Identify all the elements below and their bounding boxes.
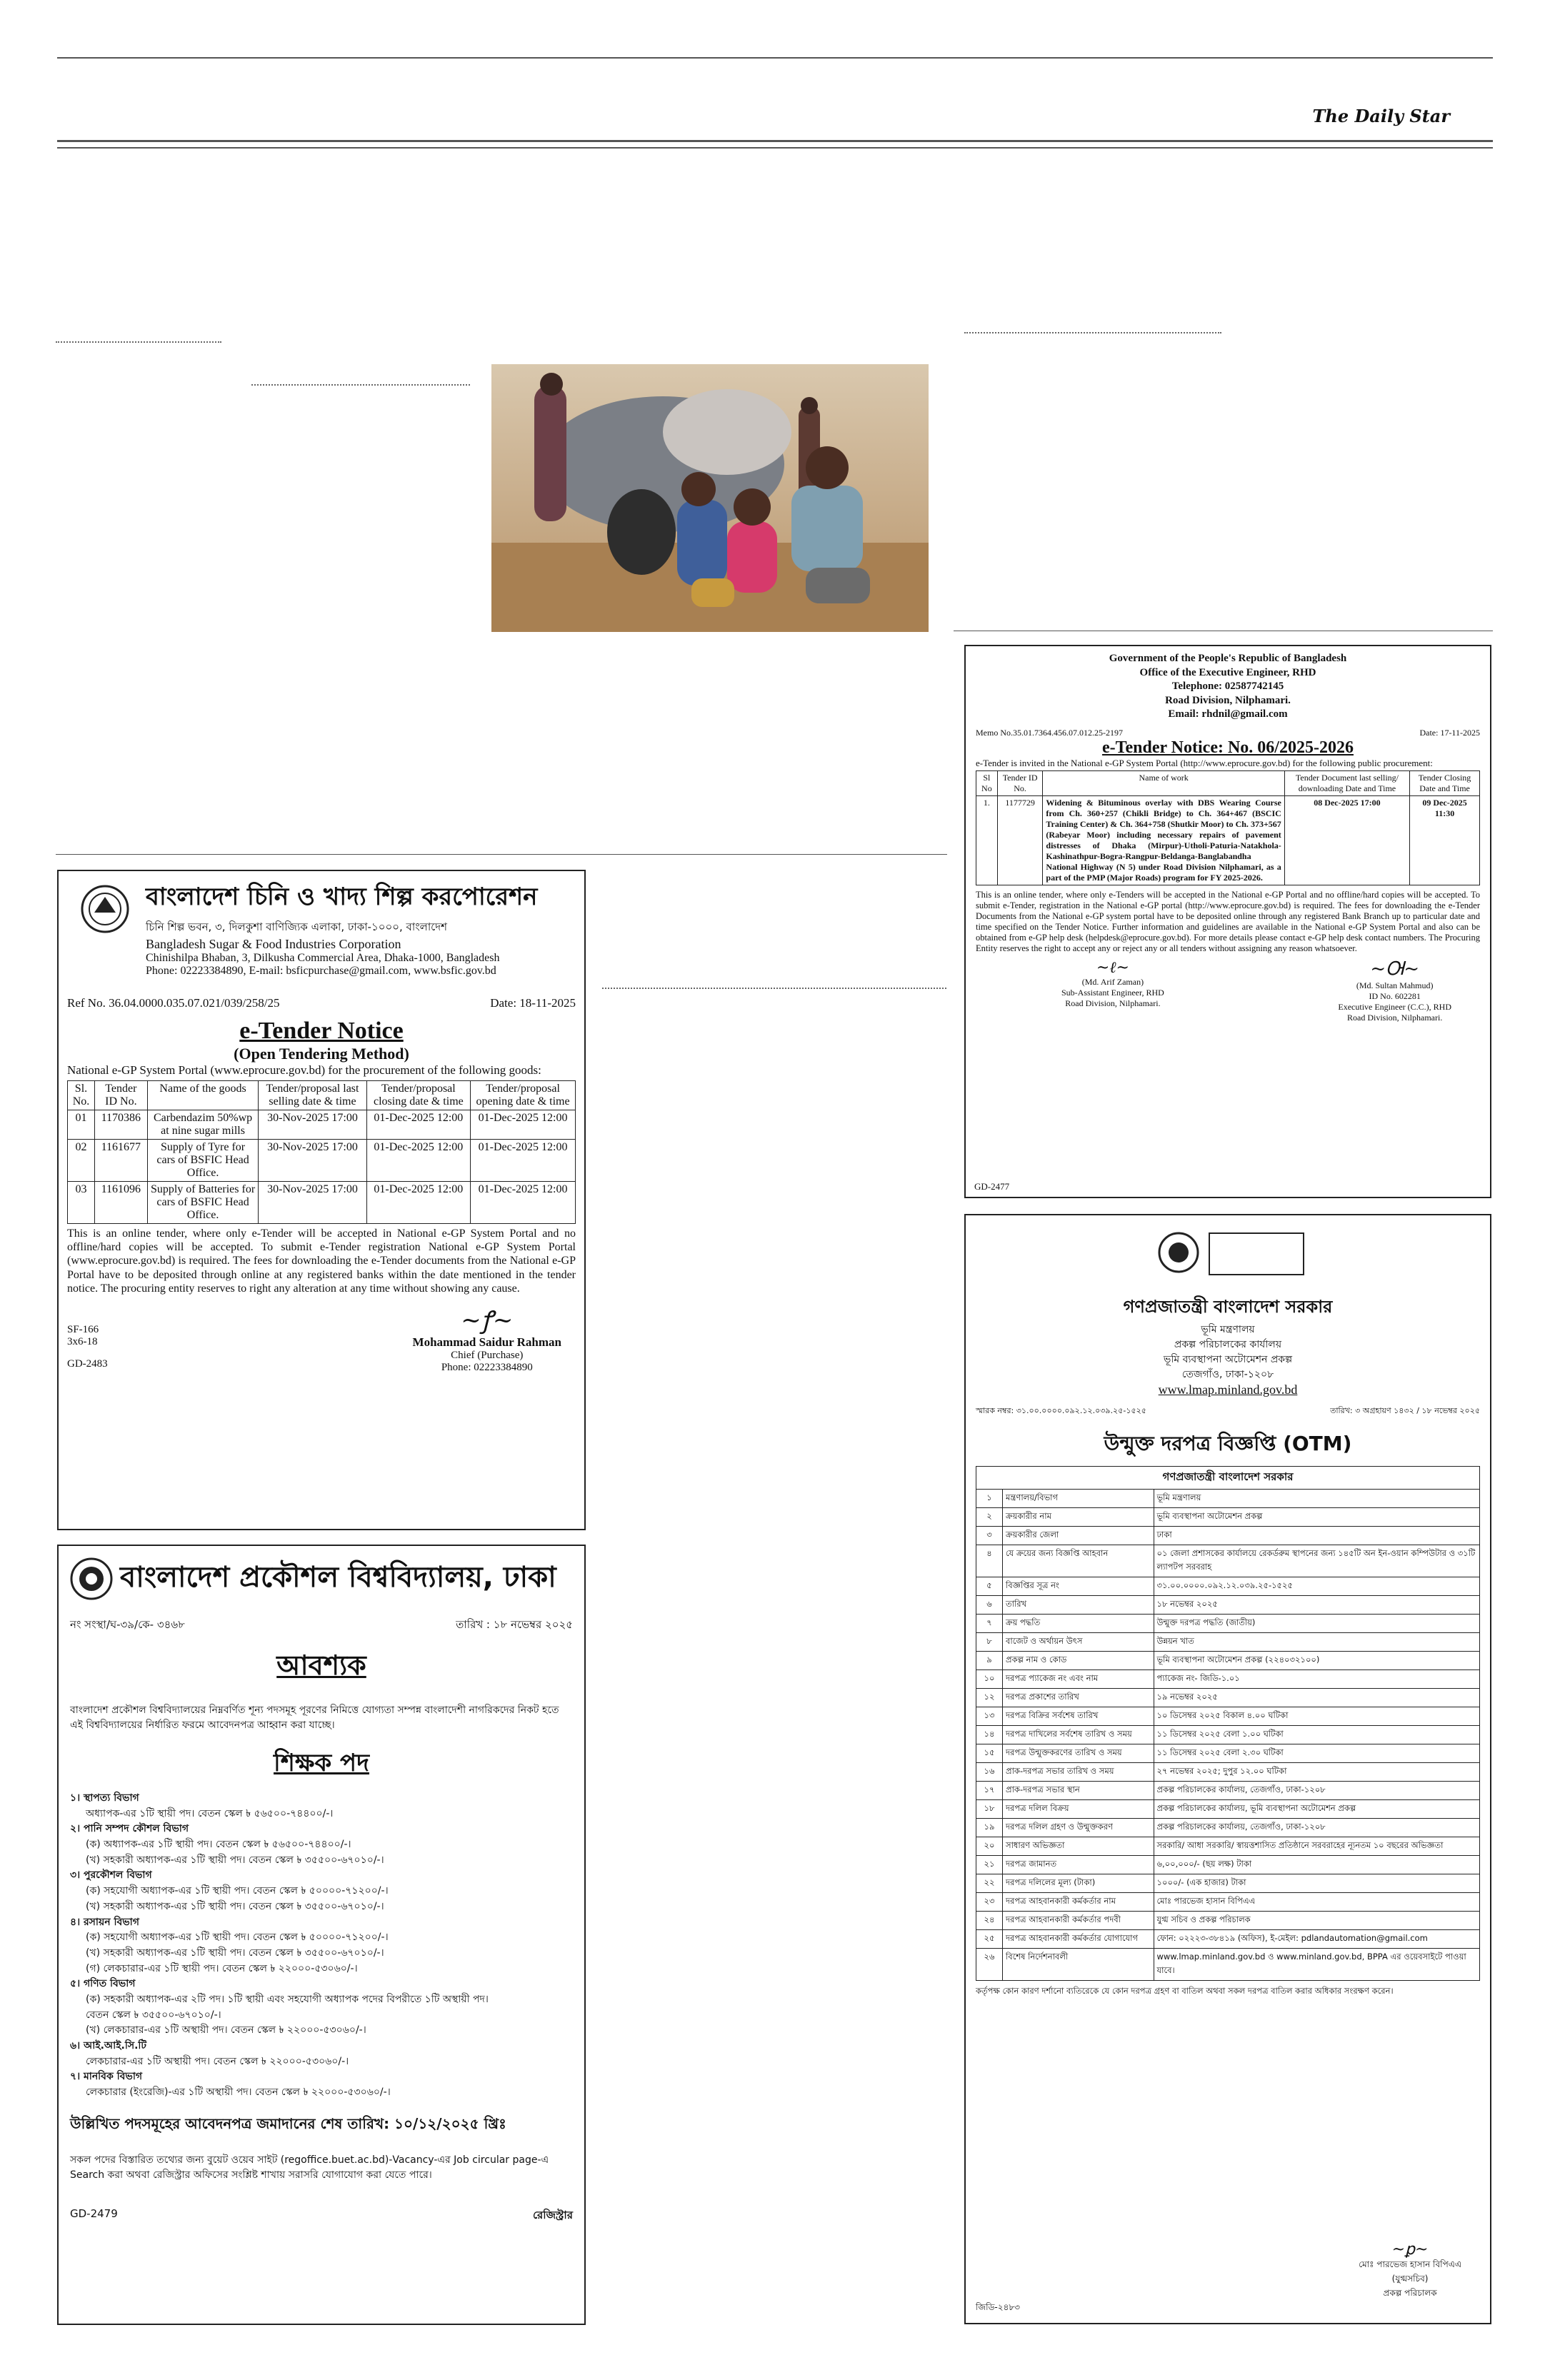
- vacancy-line: (ক) সহযোগী অধ্যাপক-এর ১টি স্থায়ী পদ। বেতন স্কেল ৳ ৫০০০০-৭১২০০/-।: [86, 1885, 389, 1897]
- teacher-post-heading: শিক্ষক পদ: [274, 1749, 369, 1777]
- table-row: [976, 1670, 1480, 1689]
- table-row: [976, 1800, 1480, 1819]
- table-row: [976, 1949, 1480, 1981]
- ad-rhd-etender: [964, 645, 1491, 1198]
- table-header: Name of work: [1043, 770, 1284, 795]
- signer-name: মোঃ পারভেজ হাসান বিপিএএ: [1359, 2259, 1461, 2269]
- signature-mark: ~ꝭ~: [461, 1305, 514, 1335]
- table-cell: 03: [68, 1182, 95, 1224]
- table-row: [976, 1726, 1480, 1744]
- table-cell: দরপত্র দলিল গ্রহণ ও উন্মুক্তকরণ: [1003, 1819, 1154, 1837]
- table-cell: ৩: [976, 1527, 1003, 1545]
- table-row: [976, 1633, 1480, 1652]
- table-cell: ৫: [976, 1577, 1003, 1596]
- signer-phone: Phone: 02223384890: [441, 1361, 533, 1373]
- vacancy-line: (গ) লেকচারার-এর ১টি স্থায়ী পদ। বেতন স্কেল ৳ ২২০০০-৫৩০৬০/-।: [86, 1962, 358, 1974]
- table-cell: সাধারণ অভিজ্ঞতা: [1003, 1837, 1154, 1856]
- table-cell: 1177729: [997, 795, 1043, 885]
- table-cell: ০১ জেলা প্রশাসকের কার্যালয়ে রেকর্ডরুম স্থাপনের জন্য ১৪৫টি অন ইন-ওয়ান কম্পিউটার ও ৩১টি ল্যাপটপ সরবরাহ: [1154, 1545, 1480, 1577]
- table-row: [68, 1140, 576, 1182]
- office-lines: [976, 1322, 1480, 1382]
- org-contact: Phone: 02223384890, E-mail: bsficpurchase@gmail.com, www.bsfic.gov.bd: [146, 965, 496, 977]
- table-row: [976, 1819, 1480, 1837]
- table-row: [976, 1527, 1480, 1545]
- signature-mark: ~Ꮊ~: [1370, 958, 1420, 980]
- news-photo-children: [491, 364, 929, 632]
- notice-date: Date: 18-11-2025: [490, 996, 576, 1010]
- table-cell: 08 Dec-2025 17:00: [1284, 795, 1409, 885]
- header-line: Office of the Executive Engineer, RHD: [1139, 666, 1316, 678]
- office-line: ভূমি মন্ত্রণালয়: [1201, 1324, 1255, 1335]
- separator: [251, 384, 470, 386]
- table-header: Name of the goods: [147, 1081, 259, 1110]
- ad-size: 3x6-18: [67, 1335, 98, 1347]
- separator: [56, 341, 221, 343]
- signer-name: রেজিস্ট্রার: [532, 2208, 573, 2221]
- ad-buet-vacancy: [57, 1545, 586, 2325]
- signer-title: Executive Engineer (C.C.), RHD: [1338, 1001, 1451, 1012]
- table-row: [976, 1874, 1480, 1893]
- table-cell: 01-Dec-2025 12:00: [471, 1182, 576, 1224]
- department-title: ৭। মানবিক বিভাগ: [70, 2071, 143, 2083]
- table-cell: দরপত্র আহবানকারী কর্মকর্তার পদবী: [1003, 1912, 1154, 1930]
- notice-date: তারিখ : ১৮ নভেম্বর ২০২৫: [456, 1618, 573, 1631]
- buet-title: বাংলাদেশ প্রকৌশল বিশ্ববিদ্যালয়, ঢাকা: [120, 1561, 556, 1594]
- table-cell: ২২: [976, 1874, 1003, 1893]
- vacancy-line: (খ) সহকারী অধ্যাপক-এর ১টি স্থায়ী পদ। বেতন স্কেল ৳ ৩৫৫০০-৬৭০১০/-।: [86, 1947, 384, 1959]
- office-line: তেজগাঁও, ঢাকা-১২০৮: [1181, 1369, 1274, 1380]
- table-cell: প্রকল্প পরিচালকের কার্যালয়, তেজগাঁও, ঢাকা-১২০৮: [1154, 1782, 1480, 1800]
- table-cell: ১: [976, 1490, 1003, 1508]
- table-header: Tender Document last selling/ downloading Date and Time: [1284, 770, 1409, 795]
- notice-intro: বাংলাদেশ প্রকৌশল বিশ্ববিদ্যালয়ের নিম্নবর্ণিত শূন্য পদসমূহ পূরণের নিমিত্তে যোগ্যতা সম্পন্ন বাংলাদেশী নাগরিকদের নিকট হতে এই বিশ্ববিদ্যালয়ের নির্ধারিত ফরমে আবেদনপত্র আহ্বান করা যাচ্ছে।: [70, 1704, 559, 1731]
- table-cell: Supply of Tyre for cars of BSFIC Head Office.: [147, 1140, 259, 1182]
- table-cell: যে ক্রয়ের জন্য বিজ্ঞপ্তি আহবান: [1003, 1545, 1154, 1577]
- table-cell: ১৯ নভেম্বর ২০২৫: [1154, 1689, 1480, 1707]
- table-row: [976, 1490, 1480, 1508]
- table-cell: ১৩: [976, 1707, 1003, 1726]
- table-cell: ২৬: [976, 1949, 1003, 1981]
- table-cell: Widening & Bituminous overlay with DBS Wearing Course from Ch. 360+257 (Chikli Bridge) to Ch. 364+467 (BSCIC Training Center) & Ch. 364+758 (Shutkir Moor) to Ch. 373+567 (Rabeyar Moor) including necessary repairs of pavement distresses of Dhaka (Mirpur)-Utholi-Paturia-Natakhola-Kashinathpur-Bogra-Rangpur-Beldanga-Banglabandha National Highway (N 5) under Road Division Nilphamari, as a part of the PMP (Major Roads) program for FY 2025-2026.: [1043, 795, 1284, 885]
- table-row: [976, 1508, 1480, 1527]
- gd-number: GD-2479: [70, 2206, 118, 2220]
- table-cell: ৬,০০,০০০/- (ছয় লক্ষ) টাকা: [1154, 1856, 1480, 1874]
- table-row: [976, 1837, 1480, 1856]
- department-title: ১। স্থাপত্য বিভাগ: [70, 1792, 139, 1804]
- header-line: Telephone: 02587742145: [1171, 681, 1284, 692]
- table-cell: বিশেষ নির্দেশনাবলী: [1003, 1949, 1154, 1981]
- vacancy-list: [70, 1791, 573, 2101]
- department-title: ৫। গণিত বিভাগ: [70, 1978, 136, 1990]
- table-cell: 01-Dec-2025 12:00: [366, 1182, 471, 1224]
- table-cell: ভূমি ব্যবস্থাপনা অটোমেশন প্রকল্প (২২৪০৩২১০০): [1154, 1652, 1480, 1670]
- table-cell: 30-Nov-2025 17:00: [259, 1140, 366, 1182]
- vacancy-line: (খ) সহকারী অধ্যাপক-এর ১টি স্থায়ী পদ। বেতন স্কেল ৳ ৩৫৫০০-৬৭০১০/-।: [86, 1854, 384, 1866]
- table-cell: 30-Nov-2025 17:00: [259, 1110, 366, 1140]
- table-cell: ১৫: [976, 1744, 1003, 1763]
- table-header: Sl No: [976, 770, 998, 795]
- govt-logo: [1157, 1231, 1200, 1274]
- table-cell: Supply of Batteries for cars of BSFIC Head Office.: [147, 1182, 259, 1224]
- table-cell: 01-Dec-2025 12:00: [366, 1140, 471, 1182]
- table-row: [976, 1763, 1480, 1782]
- notice-heading: e-Tender Notice: No. 06/2025-2026: [1102, 738, 1354, 757]
- table-cell: 01-Dec-2025 12:00: [471, 1110, 576, 1140]
- vacancy-line: (খ) সহকারী অধ্যাপক-এর ১টি স্থায়ী পদ। বেতন স্কেল ৳ ৩৫৫০০-৬৭০১০/-।: [86, 1900, 384, 1912]
- gd-number: GD-2477: [974, 1181, 1010, 1192]
- table-cell: ঢাকা: [1154, 1527, 1480, 1545]
- department-title: ৩। পুরকৌশল বিভাগ: [70, 1869, 152, 1882]
- table-cell: Carbendazim 50%wp at nine sugar mills: [147, 1110, 259, 1140]
- table-cell: ১২: [976, 1689, 1003, 1707]
- website: www.lmap.minland.gov.bd: [1158, 1382, 1298, 1397]
- org-title-en: Bangladesh Sugar & Food Industries Corporation: [146, 937, 401, 951]
- memo-number: স্মারক নম্বর: ৩১.০০.০০০০.০৯২.১২.০৩৯.২৫-১৫২৫: [976, 1406, 1146, 1415]
- table-row: [68, 1110, 576, 1140]
- table-cell: ৪: [976, 1545, 1003, 1577]
- separator: [602, 988, 946, 989]
- table-cell: দরপত্র দলিলের মূল্য (টাকা): [1003, 1874, 1154, 1893]
- notice-heading: e-Tender Notice: [239, 1018, 404, 1044]
- table-row: [68, 1182, 576, 1224]
- table-row: [976, 1689, 1480, 1707]
- table-cell: ৩১.০০.০০০০.০৯২.১২.০৩৯.২৫-১৫২৫: [1154, 1577, 1480, 1596]
- table-cell: ২: [976, 1508, 1003, 1527]
- table-cell: দরপত্র প্রকাশের তারিখ: [1003, 1689, 1154, 1707]
- table-cell: দরপত্র আহবানকারী কর্মকর্তার যোগাযোগ: [1003, 1930, 1154, 1949]
- vacancy-line: লেকচারার (ইংরেজি)-এর ১টি অস্থায়ী পদ। বেতন স্কেল ৳ ২২০০০-৫৩০৬০/-।: [86, 2087, 391, 2099]
- table-cell: ১০০০/- (এক হাজার) টাকা: [1154, 1874, 1480, 1893]
- table-cell: ক্রয় পদ্ধতি: [1003, 1615, 1154, 1633]
- signer-name: (Md. Arif Zaman): [1081, 976, 1144, 987]
- signer-name: (Md. Sultan Mahmud): [1356, 980, 1434, 990]
- lmap-logo: [1209, 1232, 1304, 1275]
- notice-note: কর্তৃপক্ষ কোন কারণ দর্শানো ব্যতিরেকে যে কোন দরপত্র গ্রহণ বা বাতিল অথবা সকল দরপত্র বাতিল করার অধিকার সংরক্ষণ করেন।: [976, 1986, 1394, 1996]
- notice-subheading: (Open Tendering Method): [234, 1045, 409, 1063]
- ad-bsfic-etender: [57, 870, 586, 1530]
- table-cell: ২৫: [976, 1930, 1003, 1949]
- table-row: [976, 1893, 1480, 1912]
- table-cell: ২৩: [976, 1893, 1003, 1912]
- table-cell: দরপত্র বিক্রির সর্বশেষ তারিখ: [1003, 1707, 1154, 1726]
- department-title: ২। পানি সম্পদ কৌশল বিভাগ: [70, 1823, 189, 1835]
- table-cell: 1161677: [94, 1140, 147, 1182]
- table-cell: 1.: [976, 795, 998, 885]
- signature-mark: ~ℓ~: [1096, 958, 1129, 977]
- table-cell: ১৭: [976, 1782, 1003, 1800]
- top-rule: [57, 57, 1493, 59]
- table-row: [976, 1782, 1480, 1800]
- notice-footer: সকল পদের বিস্তারিত তথ্যের জন্য বুয়েট ওয়েব সাইট (regoffice.buet.ac.bd)-Vacancy-এর Job circular page-এ Search করা অথবা রেজিস্ট্রার অফিসের সংশ্লিষ্ট শাখায় সরাসরি যোগাযোগ করা যেতে পারে।: [70, 2154, 549, 2181]
- signer-id: ID No. 602281: [1369, 990, 1421, 1001]
- table-cell: দরপত্র দাখিলের সর্বশেষ তারিখ ও সময়: [1003, 1726, 1154, 1744]
- signer-title: Chief (Purchase): [451, 1349, 524, 1361]
- tender-table: [976, 770, 1480, 885]
- header-rule-1: [57, 140, 1493, 142]
- table-title: গণপ্রজাতন্ত্রী বাংলাদেশ সরকার: [976, 1467, 1480, 1490]
- table-cell: 01-Dec-2025 12:00: [366, 1110, 471, 1140]
- tender-table: [67, 1080, 576, 1224]
- signer-role: প্রকল্প পরিচালক: [1383, 2288, 1437, 2298]
- signer-title: (যুগ্মসচিব): [1391, 2274, 1429, 2284]
- header-line: Road Division, Nilphamari.: [1165, 694, 1291, 706]
- signature-mark: ~ꝑ~: [1391, 2241, 1429, 2259]
- table-cell: ভূমি মন্ত্রণালয়: [1154, 1490, 1480, 1508]
- ref-number: Ref No. 36.04.0000.035.07.021/039/258/25: [67, 996, 280, 1010]
- vacancy-line: (ক) অধ্যাপক-এর ১টি স্থায়ী পদ। বেতন স্কেল ৳ ৫৬৫০০-৭৪৪০০/-।: [86, 1839, 351, 1851]
- table-row: [976, 1856, 1480, 1874]
- table-cell: দরপত্র উন্মুক্তকরণের তারিখ ও সময়: [1003, 1744, 1154, 1763]
- table-cell: বাজেট ও অর্থায়ন উৎস: [1003, 1633, 1154, 1652]
- table-cell: দরপত্র দলিল বিক্রয়: [1003, 1800, 1154, 1819]
- table-cell: প্রাক-দরপত্র সভার তারিখ ও সময়: [1003, 1763, 1154, 1782]
- vacancy-line: অধ্যাপক-এর ১টি স্থায়ী পদ। বেতন স্কেল ৳ ৫৬৫০০-৭৪৪০০/-।: [86, 1807, 334, 1819]
- table-cell: উন্মুক্ত দরপত্র পদ্ধতি (জাতীয়): [1154, 1615, 1480, 1633]
- vacancy-line: (খ) লেকচারার-এর ১টি অস্থায়ী পদ। বেতন স্কেল ৳ ২২০০০-৫৩০৬০/-।: [86, 2024, 366, 2037]
- table-cell: প্রকল্প নাম ও কোড: [1003, 1652, 1154, 1670]
- table-cell: 1161096: [94, 1182, 147, 1224]
- table-header: Sl. No.: [68, 1081, 95, 1110]
- table-cell: www.lmap.minland.gov.bd ও www.minland.gov.bd, BPPA এর ওয়েবসাইটে পাওয়া যাবে।: [1154, 1949, 1480, 1981]
- table-cell: ৭: [976, 1615, 1003, 1633]
- notice-heading: আবশ্যক: [276, 1650, 366, 1681]
- table-row: [976, 1930, 1480, 1949]
- table-cell: ১৮: [976, 1800, 1003, 1819]
- table-cell: ১০: [976, 1670, 1003, 1689]
- table-header: Tender Closing Date and Time: [1410, 770, 1480, 795]
- table-cell: দরপত্র আহবানকারী কর্মকর্তার নাম: [1003, 1893, 1154, 1912]
- table-header: Tender/proposal last selling date & time: [259, 1081, 366, 1110]
- ad-land-ministry-otm: [964, 1214, 1491, 2324]
- table-cell: 1170386: [94, 1110, 147, 1140]
- table-row: [976, 1596, 1480, 1615]
- memo-number: নং সংস্থা/ঘ-৩৯/কে- ৩৪৬৮: [70, 1618, 185, 1631]
- org-title-bn: বাংলাদেশ চিনি ও খাদ্য শিল্প করপোরেশন: [146, 883, 538, 911]
- table-row: [976, 1545, 1480, 1577]
- table-cell: ১১ ডিসেম্বর ২০২৫ বেলা ১.০০ ঘটিকা: [1154, 1726, 1480, 1744]
- notice-date: Date: 17-11-2025: [1419, 727, 1480, 738]
- table-cell: দরপত্র জামানত: [1003, 1856, 1154, 1874]
- notice-heading: উন্মুক্ত দরপত্র বিজ্ঞপ্তি (OTM): [1104, 1432, 1352, 1455]
- table-cell: যুগ্ম সচিব ও প্রকল্প পরিচালক: [1154, 1912, 1480, 1930]
- table-cell: ৯: [976, 1652, 1003, 1670]
- vacancy-line: লেকচারার-এর ১টি অস্থায়ী পদ। বেতন স্কেল ৳ ২২০০০-৫৩০৬০/-।: [86, 2055, 349, 2067]
- notice-body: This is an online tender, where only e-Tender will be accepted in National e-GP System Portal and no offline/hard copies will be accepted. To submit e-Tender registration National e-GP System Portal (www.eprocure.gov.bd) is required. The fees for downloading the e-Tender documents from the National e-GP Portal have to be deposited through online at any registered banks within the date mentioned in the tender notice. The procuring entity reserves to right any alteration at any time without showing any cause.: [67, 1227, 576, 1295]
- org-address-bn: চিনি শিল্প ভবন, ৩, দিলকুশা বাণিজ্যিক এলাকা, ঢাকা-১০০০, বাংলাদেশ: [146, 920, 447, 933]
- table-cell: ২০: [976, 1837, 1003, 1856]
- table-cell: মন্ত্রণালয়/বিভাগ: [1003, 1490, 1154, 1508]
- table-row: [976, 1615, 1480, 1633]
- table-row: [976, 1744, 1480, 1763]
- gd-number: GD-2483: [67, 1357, 108, 1370]
- table-cell: ১৮ নভেম্বর ২০২৫: [1154, 1596, 1480, 1615]
- column-rule: [56, 854, 947, 855]
- office-header: [976, 652, 1480, 722]
- vacancy-line: (ক) সহযোগী অধ্যাপক-এর ১টি স্থায়ী পদ। বেতন স্কেল ৳ ৫০০০০-৭১২০০/-।: [86, 1932, 389, 1944]
- table-cell: 30-Nov-2025 17:00: [259, 1182, 366, 1224]
- table-cell: ১৪: [976, 1726, 1003, 1744]
- bsfic-logo: [80, 884, 130, 934]
- table-header: Tender/proposal opening date & time: [471, 1081, 576, 1110]
- table-cell: বিজ্ঞপ্তির সূত্র নং: [1003, 1577, 1154, 1596]
- signer-title: Sub-Assistant Engineer, RHD: [1061, 987, 1164, 998]
- table-header: Tender ID No.: [94, 1081, 147, 1110]
- buet-logo: [70, 1557, 113, 1600]
- table-cell: ১৯: [976, 1819, 1003, 1837]
- notice-body: This is an online tender, where only e-Tenders will be accepted in the National e-GP Portal and no offline/hard copies will be accepted. To submit e-Tender, registration in the National e-GP portal (http://www.eprocure.gov.bd) is required. The fees for downloading the e-Tender Documents from the National e-GP system portal have to be deposited online through any registered Bank Branch up to particular date and time specified on the Tender Notice. Further information and guidelines are available in the National e-GP System Portal and also can be obtained from e-GP help desk (helpdesk@eprocure.gov.bd). For more details please contact e-GP help desk contact numbers. The Procuring Entity reserves the right to accept any or reject any or all tenders without assigning any reason whatsoever.: [976, 889, 1480, 953]
- office-line: ভূমি ব্যবস্থাপনা অটোমেশন প্রকল্প: [1163, 1354, 1293, 1365]
- deadline-text: উল্লিখিত পদসমূহের আবেদনপত্র জমাদানের শেষ তারিখ: ১০/১২/২০২৫ খ্রিঃ: [70, 2114, 506, 2132]
- table-cell: সরকারি/ আধা সরকারি/ স্বায়ত্তশাসিত প্রতিষ্ঠানে সরবরাহের ন্যূনতম ১০ বছরের অভিজ্ঞতা: [1154, 1837, 1480, 1856]
- table-cell: প্রকল্প পরিচালকের কার্যালয়, তেজগাঁও, ঢাকা-১২০৮: [1154, 1819, 1480, 1837]
- table-cell: ২১: [976, 1856, 1003, 1874]
- table-cell: ১১ ডিসেম্বর ২০২৫ বেলা ২.৩০ ঘটিকা: [1154, 1744, 1480, 1763]
- office-line: প্রকল্প পরিচালকের কার্যালয়: [1174, 1339, 1282, 1350]
- table-cell: দরপত্র প্যাকেজ নং এবং নাম: [1003, 1670, 1154, 1689]
- org-address-en: Chinishilpa Bhaban, 3, Dilkusha Commercial Area, Dhaka-1000, Bangladesh: [146, 952, 500, 964]
- vacancy-line: (ক) সহকারী অধ্যাপক-এর ২টি পদ। ১টি স্থায়ী এবং সহযোগী অধ্যাপক পদের বিপরীতে ১টি অস্থায়ী পদ।: [86, 1993, 489, 2005]
- signer-office: Road Division, Nilphamari.: [1065, 998, 1161, 1008]
- header-rule-2: [57, 147, 1493, 149]
- table-cell: 09 Dec-2025 11:30: [1410, 795, 1480, 885]
- table-cell: 02: [68, 1140, 95, 1182]
- table-header: Tender ID No.: [997, 770, 1043, 795]
- table-cell: মোঃ পারভেজ হাসান বিপিএএ: [1154, 1893, 1480, 1912]
- table-cell: প্যাকেজ নং- জিডি-১.০১: [1154, 1670, 1480, 1689]
- table-cell: ৬: [976, 1596, 1003, 1615]
- table-cell: প্রাক-দরপত্র সভার স্থান: [1003, 1782, 1154, 1800]
- govt-title: গণপ্রজাতন্ত্রী বাংলাদেশ সরকার: [1123, 1297, 1333, 1317]
- table-row: [976, 1707, 1480, 1726]
- table-cell: ক্রয়কারীর নাম: [1003, 1508, 1154, 1527]
- header-line: Email: rhdnil@gmail.com: [1168, 708, 1288, 720]
- table-row: [976, 1577, 1480, 1596]
- sf-code: SF-166: [67, 1323, 99, 1335]
- department-title: ৪। রসায়ন বিভাগ: [70, 1916, 139, 1928]
- table-cell: ফোন: ০২২২৩-৩৮৪১৯ (অফিস), ই-মেইল: pdlandautomation@gmail.com: [1154, 1930, 1480, 1949]
- separator: [964, 332, 1221, 333]
- otm-table: [976, 1466, 1480, 1981]
- table-cell: ক্রয়কারীর জেলা: [1003, 1527, 1154, 1545]
- table-cell: ২৭ নভেম্বর ২০২৫; দুপুর ১২.০০ ঘটিকা: [1154, 1763, 1480, 1782]
- memo-number: Memo No.35.01.7364.456.07.012.25-2197: [976, 727, 1123, 738]
- table-row: [976, 1912, 1480, 1930]
- table-row: [976, 795, 1480, 885]
- signer-name: Mohammad Saidur Rahman: [412, 1335, 561, 1349]
- table-cell: ২৪: [976, 1912, 1003, 1930]
- vacancy-line: বেতন স্কেল ৳ ৩৫৫০০-৬৭০১০/-।: [86, 2009, 221, 2021]
- table-cell: উন্নয়ন খাত: [1154, 1633, 1480, 1652]
- table-cell: 01: [68, 1110, 95, 1140]
- notice-intro: e-Tender is invited in the National e-GP System Portal (http://www.eprocure.gov.bd) for the following public procurement:: [976, 757, 1433, 768]
- table-cell: ১০ ডিসেম্বর ২০২৫ বিকাল ৪.০০ ঘটিকা: [1154, 1707, 1480, 1726]
- table-cell: ভূমি ব্যবস্থাপনা অটোমেশন প্রকল্প: [1154, 1508, 1480, 1527]
- masthead-logo: The Daily Star: [1312, 106, 1450, 126]
- table-cell: ৮: [976, 1633, 1003, 1652]
- table-cell: 01-Dec-2025 12:00: [471, 1140, 576, 1182]
- table-cell: ১৬: [976, 1763, 1003, 1782]
- table-cell: তারিখ: [1003, 1596, 1154, 1615]
- notice-date: তারিখ: ৩ অগ্রহায়ণ ১৪৩২ / ১৮ নভেম্বর ২০২৫: [1330, 1406, 1480, 1415]
- notice-intro: National e-GP System Portal (www.eprocure.gov.bd) for the procurement of the following goods:: [67, 1063, 541, 1077]
- signer-office: Road Division, Nilphamari.: [1347, 1012, 1443, 1023]
- department-title: ৬। আই.আই.সি.টি: [70, 2040, 147, 2052]
- table-header: Tender/proposal closing date & time: [366, 1081, 471, 1110]
- table-row: [976, 1652, 1480, 1670]
- gd-number: জিডি-২৪৮৩: [976, 2302, 1020, 2312]
- table-cell: প্রকল্প পরিচালকের কার্যালয়, ভূমি ব্যবস্থাপনা অটোমেশন প্রকল্প: [1154, 1800, 1480, 1819]
- header-line: Government of the People's Republic of Bangladesh: [1109, 653, 1347, 664]
